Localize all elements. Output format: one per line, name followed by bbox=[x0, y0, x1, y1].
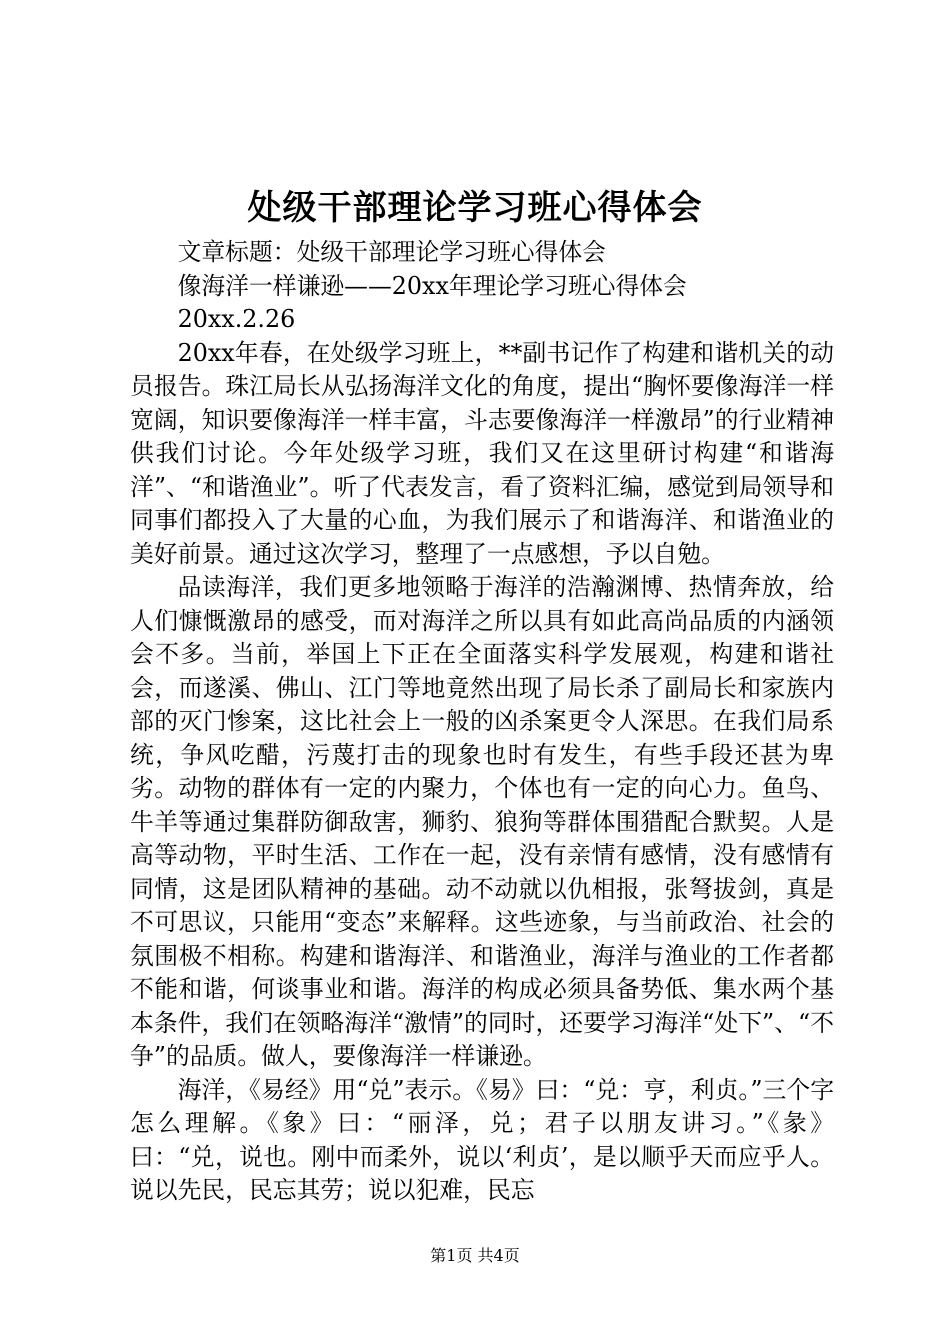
date-paragraph: 20xx.2.26 bbox=[177, 305, 296, 333]
document-body bbox=[130, 236, 834, 1208]
body-paragraph: 海洋，《易经》用“兑”表示。《易》曰：“兑：亨，利贞。”三个字怎么理解。《象》曰：“丽泽，兑；君子以朋友讲习。”《彖》曰：“兑，说也。刚中而柔外，说以‘利贞’，是以顺乎天而应乎人。说以先民，民忘其劳；说以犯难，民忘 bbox=[130, 1075, 834, 1204]
document-title: 处级干部理论学习班心得体会 bbox=[247, 188, 703, 228]
body-paragraph: 品读海洋，我们更多地领略于海洋的浩瀚渊博、热情奔放，给人们慷慨激昂的感受，而对海洋之所以具有如此高尚品质的内涵领会不多。当前，举国上下正在全面落实科学发展观，构建和谐社会，而遂溪、佛山、江门等地竟然出现了局长杀了副局长和家族内部的灭门惨案，这比社会上一般的凶杀案更令人深思。在我们局系统，争风吃醋，污蔑打击的现象也时有发生，有些手段还甚为卑劣。动物的群体有一定的内聚力，个体也有一定的向心力。鱼鸟、牛羊等通过集群防御敌害，狮豹、狼狗等群体围猎配合默契。人是高等动物，平时生活、工作在一起，没有亲情有感情，没有感情有同情，这是团队精神的基础。动不动就以仇相报，张弩拔剑，真是不可思议，只能用“变态”来解释。这些迹象，与当前政治、社会的氛围极不相称。构建和谐海洋、和谐渔业，海洋与渔业的工作者都不能和谐，何谈事业和谐。海洋的构成必须具备势低、集水两个基本条件，我们在领略海洋“激情”的同时，还要学习海洋“处下”、“不争”的品质。做人，要像海洋一样谦逊。 bbox=[130, 573, 834, 1070]
body-paragraph: 20xx年春，在处级学习班上，**副书记作了构建和谐机关的动员报告。珠江局长从弘扬海洋文化的角度，提出“胸怀要像海洋一样宽阔，知识要像海洋一样丰富，斗志要像海洋一样激昂”的行业精神供我们讨论。今年处级学习班，我们又在这里研讨构建“和谐海洋”、“和谐渔业”。听了代表发言，看了资料汇编，感觉到局领导和同事们都投入了大量的心血，为我们展示了和谐海洋、和谐渔业的美好前景。通过这次学习，整理了一点感想，予以自勉。 bbox=[130, 338, 834, 568]
subtitle-paragraph: 像海洋一样谦逊——20xx年理论学习班心得体会 bbox=[177, 271, 687, 300]
page-footer: 第1页 共4页 bbox=[430, 1246, 520, 1265]
article-label-paragraph: 文章标题：处级干部理论学习班心得体会 bbox=[177, 238, 606, 266]
